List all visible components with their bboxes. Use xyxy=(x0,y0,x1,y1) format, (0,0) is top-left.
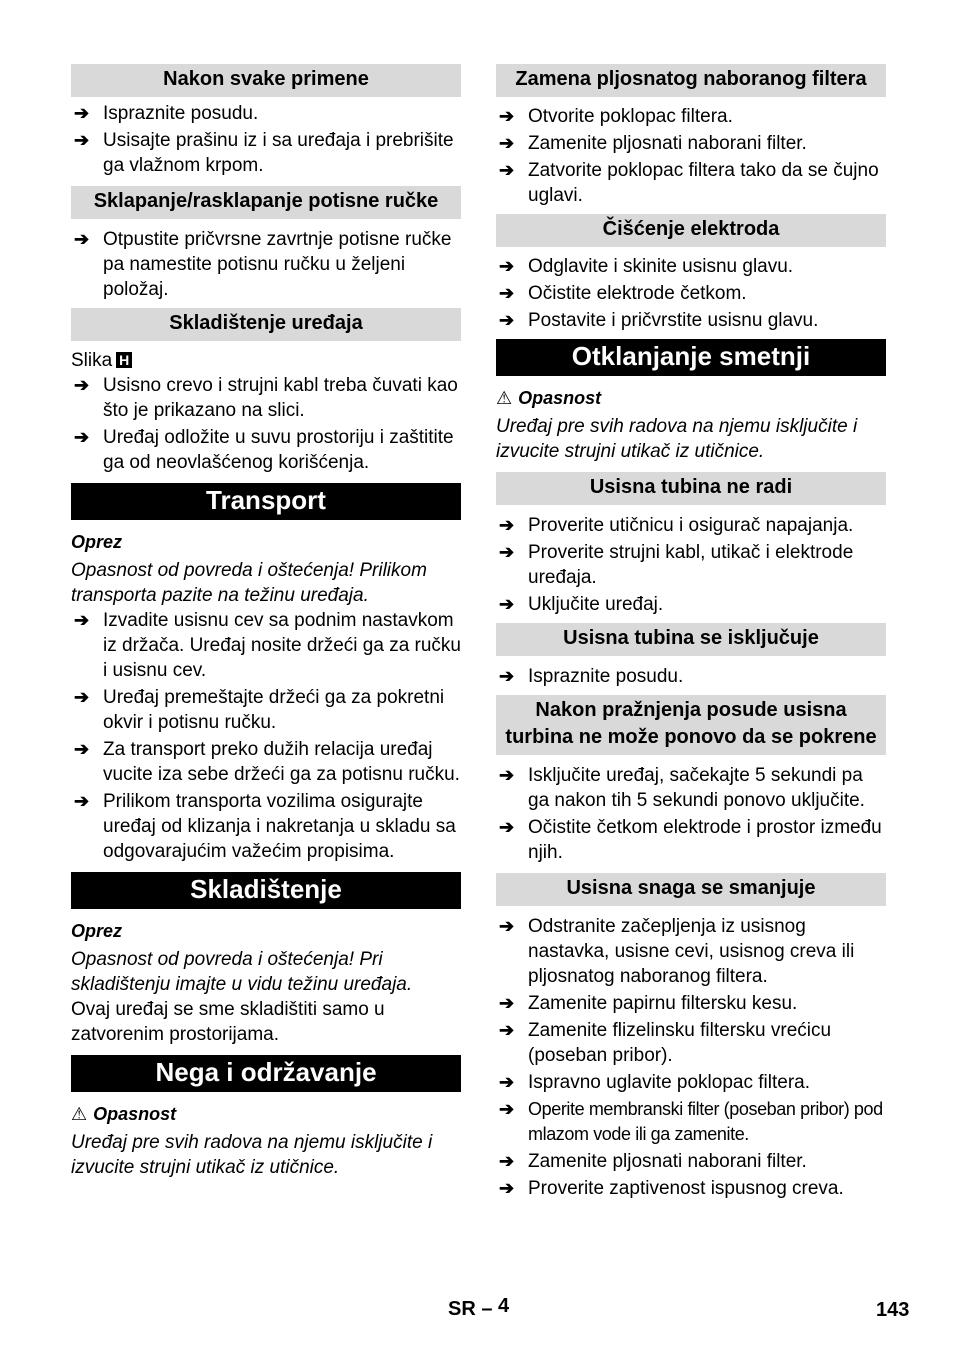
section-heading: Čišćenje elektroda xyxy=(496,214,886,247)
list-item: ➔ Za transport preko dužih relacija uređaj vucite iza sebe držeći ga za potisnu ručku. xyxy=(74,739,460,785)
arrow-right-icon: ➔ xyxy=(499,1072,515,1092)
arrow-right-icon: ➔ xyxy=(499,594,515,614)
list-item: ➔ Izvadite usisnu cev sa podnim nastavkom iz držača. Uređaj nosite držeći ga za ručku i usisnu cev. xyxy=(74,610,461,681)
list-item: ➔ Postavite i pričvrstite usisnu glavu. xyxy=(499,310,819,331)
section-heading: Skladištenje uređaja xyxy=(71,308,461,341)
list-item: ➔ Otvorite poklopac filtera. xyxy=(499,106,733,127)
arrow-right-icon: ➔ xyxy=(74,610,90,630)
arrow-right-icon: ➔ xyxy=(499,515,515,535)
list-item: ➔ Zamenite papirnu filtersku kesu. xyxy=(499,993,798,1014)
arrow-right-icon: ➔ xyxy=(74,375,90,395)
arrow-right-icon: ➔ xyxy=(74,427,90,447)
list-item: ➔ Zamenite pljosnati naborani filter. xyxy=(499,133,807,154)
list-item: ➔ Usisno crevo i strujni kabl treba čuvati kao što je prikazano na slici. xyxy=(74,375,458,421)
arrow-right-icon: ➔ xyxy=(74,229,90,249)
arrow-right-icon: ➔ xyxy=(74,130,90,150)
list-item: ➔ Zamenite pljosnati naborani filter. xyxy=(499,1151,807,1172)
footer-section-label: SR – 4 xyxy=(448,1295,510,1320)
warning-triangle-icon: ⚠ xyxy=(71,1104,88,1124)
arrow-right-icon: ➔ xyxy=(499,1099,514,1119)
danger-text: Uređaj pre svih radova na njemu isključite i izvucite strujni utikač iz utičnice. xyxy=(496,416,858,462)
section-heading: Nakon pražnjenja posude usisna turbina ne može ponovo da se pokrene xyxy=(496,695,886,755)
arrow-right-icon: ➔ xyxy=(499,542,515,562)
figure-badge: H xyxy=(116,352,132,368)
arrow-right-icon: ➔ xyxy=(499,256,515,276)
list-item: ➔ Proverite utičnicu i osigurač napajanja. xyxy=(499,515,854,536)
arrow-right-icon: ➔ xyxy=(499,160,515,180)
section-heading: Nakon svake primene xyxy=(71,64,461,97)
left-column xyxy=(71,64,461,1180)
list-item: ➔ Očistite četkom elektrode i prostor između njih. xyxy=(499,817,882,863)
arrow-right-icon: ➔ xyxy=(499,817,515,837)
list-item: ➔ Isključite uređaj, sačekajte 5 sekundi pa ga nakon tih 5 sekundi ponovo uključite. xyxy=(499,765,865,811)
arrow-right-icon: ➔ xyxy=(499,916,515,936)
list-item: ➔ Uključite uređaj. xyxy=(499,594,664,615)
list-item: ➔ Zatvorite poklopac filtera tako da se čujno uglavi. xyxy=(499,160,879,206)
list-item: ➔ Očistite elektrode četkom. xyxy=(499,283,747,304)
arrow-right-icon: ➔ xyxy=(499,1151,515,1171)
section-heading: Usisna tubina ne radi xyxy=(496,472,886,505)
caution-text: Opasnost od povreda i oštećenja! Pri skladištenju imajte u vidu težinu uređaja. xyxy=(71,949,413,995)
chapter-heading: Transport xyxy=(71,483,461,520)
list-item: ➔ Operite membranski filter (poseban pribor) pod mlazom vode ili ga zamenite. xyxy=(499,1099,883,1144)
arrow-right-icon: ➔ xyxy=(499,666,515,686)
arrow-right-icon: ➔ xyxy=(499,283,515,303)
list-item: ➔ Zamenite flizelinsku filtersku vrećicu (poseban pribor). xyxy=(499,1020,832,1066)
arrow-right-icon: ➔ xyxy=(499,310,515,330)
arrow-right-icon: ➔ xyxy=(74,739,90,759)
chapter-heading: Nega i održavanje xyxy=(71,1055,461,1092)
arrow-right-icon: ➔ xyxy=(74,687,90,707)
paragraph: Ovaj uređaj se sme skladištiti samo u zatvorenim prostorijama. xyxy=(71,999,385,1045)
list-item: ➔ Prilikom transporta vozilima osigurajte uređaj od klizanja i nakretanja u skladu sa odgovarajućim važećim propisima. xyxy=(74,791,456,862)
list-item: ➔ Usisajte prašinu iz i sa uređaja i prebrišite ga vlažnom krpom. xyxy=(74,130,454,176)
arrow-right-icon: ➔ xyxy=(499,1020,515,1040)
list-item: ➔ Otpustite pričvrsne zavrtnje potisne ručke pa namestite potisnu ručku u željeni položaj. xyxy=(74,229,452,300)
caution-label: Oprez xyxy=(71,921,123,941)
arrow-right-icon: ➔ xyxy=(499,1178,515,1198)
list-item: ➔ Uređaj premeštajte držeći ga za pokretni okvir i potisnu ručku. xyxy=(74,687,445,733)
list-item: ➔ Ispraznite posudu. xyxy=(499,666,684,687)
chapter-heading: Otklanjanje smetnji xyxy=(496,339,886,376)
list-item: ➔ Odstranite začepljenja iz usisnog nastavka, usisne cevi, usisnog creva ili pljosnatog naboranog filtera. xyxy=(499,916,855,987)
danger-text: Uređaj pre svih radova na njemu isključite i izvucite strujni utikač iz utičnice. xyxy=(71,1132,433,1178)
warning-triangle-icon: ⚠ xyxy=(496,388,513,408)
figure-reference: Slika H xyxy=(71,348,461,373)
arrow-right-icon: ➔ xyxy=(499,133,515,153)
caution-label: Oprez xyxy=(71,532,123,552)
arrow-right-icon: ➔ xyxy=(74,791,90,811)
list-item: ➔ Ispraznite posudu. xyxy=(74,103,259,124)
chapter-heading: Skladištenje xyxy=(71,872,461,909)
list-item: ➔ Proverite strujni kabl, utikač i elektrode uređaja. xyxy=(499,542,854,588)
arrow-right-icon: ➔ xyxy=(74,103,90,123)
danger-label: ⚠ Opasnost xyxy=(496,388,602,408)
section-heading: Usisna snaga se smanjuje xyxy=(496,873,886,906)
section-heading: Sklapanje/rasklapanje potisne ručke xyxy=(71,186,461,219)
list-item: ➔ Ispravno uglavite poklopac filtera. xyxy=(499,1072,810,1093)
section-heading: Usisna tubina se isključuje xyxy=(496,623,886,656)
section-heading: Zamena pljosnatog naboranog filtera xyxy=(496,64,886,97)
page-number: 143 xyxy=(876,1299,910,1321)
list-item: ➔ Uređaj odložite u suvu prostoriju i zaštitite ga od neovlašćenog korišćenja. xyxy=(74,427,454,473)
list-item: ➔ Proverite zaptivenost ispusnog creva. xyxy=(499,1178,844,1199)
caution-text: Opasnost od povreda i oštećenja! Prilikom transporta pazite na težinu uređaja. xyxy=(71,560,427,606)
arrow-right-icon: ➔ xyxy=(499,765,515,785)
arrow-right-icon: ➔ xyxy=(499,106,515,126)
arrow-right-icon: ➔ xyxy=(499,993,515,1013)
danger-label: ⚠ Opasnost xyxy=(71,1104,177,1124)
list-item: ➔ Odglavite i skinite usisnu glavu. xyxy=(499,256,794,277)
right-column xyxy=(496,64,886,1203)
